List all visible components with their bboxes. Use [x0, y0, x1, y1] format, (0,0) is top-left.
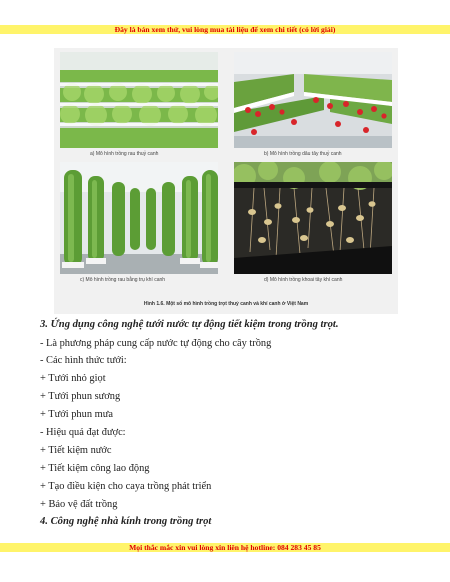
- photo-hydroponic-strawberries: [234, 52, 392, 148]
- figure-title: Hình 1.6. Một số mô hình trồng trọt thuỷ canh và khí canh ở Việt Nam: [143, 301, 309, 307]
- text-line: + Tưới phun mưa: [40, 409, 113, 420]
- section-heading-3: 3. Ứng dụng công nghệ tưới nước tự động tiết kiệm trong trồng trọt.: [40, 319, 339, 330]
- preview-banner-text: Đây là bản xem thử, vui lòng mua tài liệu để xem chi tiết (có lời giải): [114, 25, 336, 34]
- text-line: + Bảo vệ đất trồng: [40, 499, 118, 510]
- caption-a: a) Mô hình trồng rau thuỷ canh: [90, 151, 159, 157]
- text-line: + Tưới nhỏ giọt: [40, 373, 106, 384]
- caption-d: d) Mô hình trồng khoai tây khí canh: [264, 277, 343, 283]
- text-line: + Tưới phun sương: [40, 391, 121, 402]
- text-line: + Tiết kiệm công lao động: [40, 463, 150, 474]
- section-heading-4: 4. Công nghệ nhà kính trong trồng trọt: [40, 516, 212, 527]
- text-line: - Các hình thức tưới:: [40, 355, 127, 366]
- photo-aeroponic-towers: [60, 162, 218, 274]
- text-line: + Tạo điều kiện cho caya trồng phát triển: [40, 481, 212, 492]
- caption-c: c) Mô hình trồng rau bằng trụ khí canh: [80, 277, 166, 283]
- contact-banner-text: Mọi thắc mắc xin vui lòng xin liên hệ hotline: 084 283 45 85: [129, 543, 321, 552]
- photo-aeroponic-potatoes: [234, 162, 392, 274]
- preview-banner-top: [0, 25, 450, 34]
- text-line: + Tiết kiệm nước: [40, 445, 112, 456]
- figure-hydroponics: [54, 48, 398, 314]
- text-line: - Là phương pháp cung cấp nước tự động cho cây trồng: [40, 338, 272, 349]
- photo-hydroponic-vegetables: [60, 52, 218, 148]
- text-line: - Hiệu quả đạt được:: [40, 427, 126, 438]
- contact-banner-bottom: [0, 543, 450, 552]
- caption-b: b) Mô hình trồng dâu tây thuỷ canh: [264, 151, 342, 157]
